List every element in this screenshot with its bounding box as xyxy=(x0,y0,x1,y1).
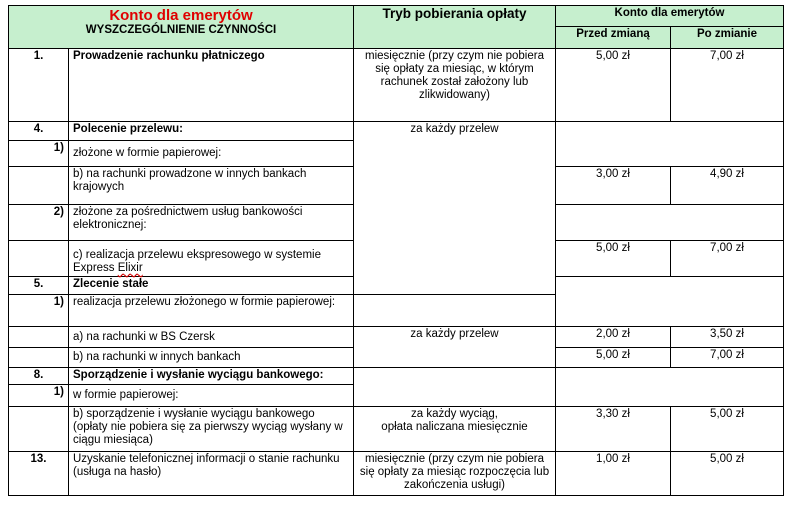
row-mode: za każdy przelew xyxy=(354,122,556,295)
row-mode: miesięcznie (przy czym nie pobiera się opłaty za miesiąc rozpoczęcia lub zakończenia usługi) xyxy=(354,452,556,496)
fee-table xyxy=(8,5,784,496)
row-description: Uzyskanie telefonicznej informacji o stanie rachunku (usługa na hasło) xyxy=(69,452,354,496)
sub-number: 1) xyxy=(9,385,69,407)
table-row xyxy=(9,368,784,385)
table-row xyxy=(9,407,784,452)
empty-cell xyxy=(9,348,69,368)
fee-after: 5,00 zł xyxy=(671,452,784,496)
table-row xyxy=(9,452,784,496)
fee-after: 7,00 zł xyxy=(671,49,784,122)
empty-cell xyxy=(354,295,556,327)
fee-before: 3,30 zł xyxy=(556,407,671,452)
table-subtitle: WYSZCZEGÓLNIENIE CZYNNOŚCI xyxy=(85,24,277,36)
row-description: Polecenie przelewu: xyxy=(69,122,354,141)
empty-cell xyxy=(9,167,69,205)
row-description: b) na rachunki w innych bankach xyxy=(69,348,354,368)
fee-after: 4,90 zł xyxy=(671,167,784,205)
row-description: Sporządzenie i wysłanie wyciągu bankowego: xyxy=(69,368,354,385)
empty-cell xyxy=(9,241,69,277)
row-description: a) na rachunki w BS Czersk xyxy=(69,327,354,348)
fee-before: 2,00 zł xyxy=(556,327,671,348)
row-number: 4. xyxy=(9,122,69,141)
sub-number: 1) xyxy=(9,141,69,167)
sub-number: 1) xyxy=(9,295,69,327)
row-mode: za każdy przelew xyxy=(354,327,556,368)
row-number: 5. xyxy=(9,277,69,295)
empty-cell xyxy=(556,385,784,407)
empty-cell xyxy=(556,205,784,241)
row-description: Prowadzenie rachunku płatniczego xyxy=(69,49,354,122)
empty-cell xyxy=(556,277,784,295)
fee-before: 3,00 zł xyxy=(556,167,671,205)
empty-cell xyxy=(9,407,69,452)
empty-cell xyxy=(556,295,784,327)
table-title: Konto dla emerytów xyxy=(109,7,253,24)
header-mode: Tryb pobierania opłaty xyxy=(354,6,556,49)
header-description xyxy=(9,6,354,49)
table-row xyxy=(9,295,784,327)
row-description: w formie papierowej: xyxy=(69,385,354,407)
row-mode: miesięcznie (przy czym nie pobiera się opłaty za miesiąc, w którym rachunek został założony lub zlikwidowany) xyxy=(354,49,556,122)
row-description: b) sporządzenie i wysłanie wyciągu bankowego (opłaty nie pobiera się za pierwszy wyciąg wysłany w ciągu miesiąca) xyxy=(69,407,354,452)
empty-cell xyxy=(556,122,784,141)
table-row xyxy=(9,49,784,122)
empty-cell xyxy=(556,368,784,385)
fee-before: 5,00 zł xyxy=(556,348,671,368)
table-row xyxy=(9,122,784,141)
empty-cell xyxy=(354,385,556,407)
header-before: Przed zmianą xyxy=(556,27,671,49)
table-row xyxy=(9,385,784,407)
row-mode: za każdy wyciąg, opłata naliczana miesięcznie xyxy=(354,407,556,452)
row-description: Zlecenie stałe xyxy=(69,277,354,295)
row-description: c) realizacja przelewu ekspresowego w systemie Express Elixir xyxy=(69,241,354,277)
row-description: złożone za pośrednictwem usług bankowości elektronicznej: xyxy=(69,205,354,241)
header-after: Po zmianie xyxy=(671,27,784,49)
row-description: złożone w formie papierowej: xyxy=(69,141,354,167)
spellcheck-word: Elixir xyxy=(117,262,143,274)
empty-cell xyxy=(354,368,556,385)
sub-number: 2) xyxy=(9,205,69,241)
empty-cell xyxy=(556,141,784,167)
row-description: realizacja przelewu złożonego w formie papierowej: xyxy=(69,295,354,327)
fee-before: 1,00 zł xyxy=(556,452,671,496)
row-number: 1. xyxy=(9,49,69,122)
row-number: 8. xyxy=(9,368,69,385)
fee-after: 5,00 zł xyxy=(671,407,784,452)
fee-after: 3,50 zł xyxy=(671,327,784,348)
empty-cell xyxy=(9,327,69,348)
header-group: Konto dla emerytów xyxy=(556,6,784,27)
row-description: b) na rachunki prowadzone w innych bankach krajowych xyxy=(69,167,354,205)
fee-before: 5,00 zł xyxy=(556,241,671,277)
fee-after: 7,00 zł xyxy=(671,348,784,368)
table-row xyxy=(9,327,784,348)
row-number: 13. xyxy=(9,452,69,496)
fee-before: 5,00 zł xyxy=(556,49,671,122)
fee-after: 7,00 zł xyxy=(671,241,784,277)
